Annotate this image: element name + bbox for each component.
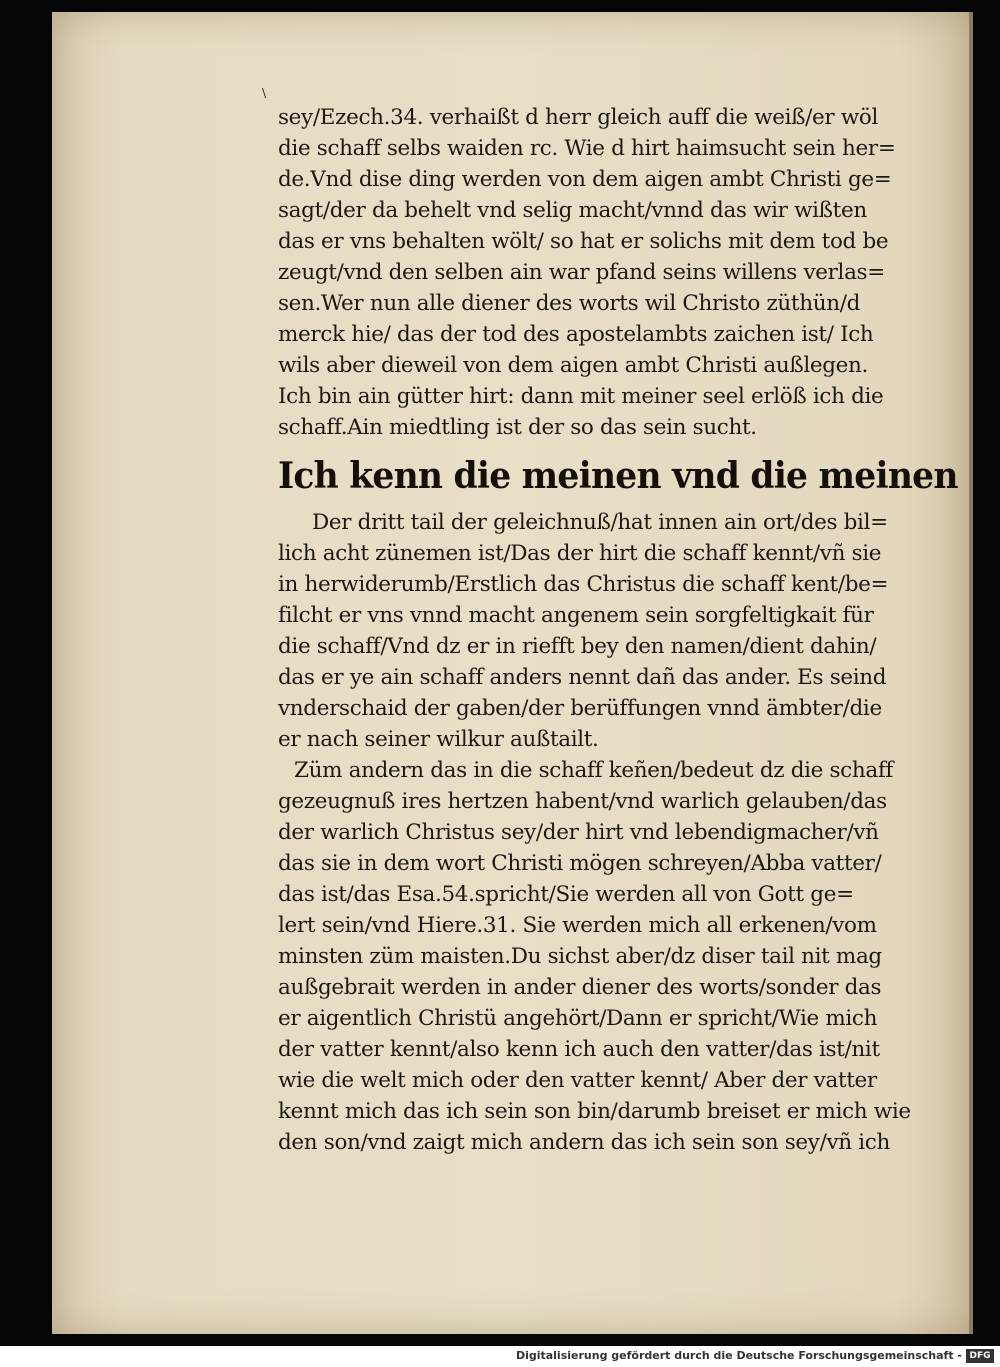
text-line: lich acht zünemen ist/Das der hirt die schaff kennt/vñ sie bbox=[278, 541, 882, 566]
text-line: merck hie/ das der tod des apostelambts zaichen ist/ Ich bbox=[278, 322, 874, 347]
text-line: sagt/der da behelt vnd selig macht/vnnd das wir wißten bbox=[278, 198, 867, 223]
funding-notice: Digitalisierung gefördert durch die Deutsche Forschungsgemeinschaft - bbox=[515, 1349, 962, 1362]
text-line: in herwiderumb/Erstlich das Christus die schaff kent/be= bbox=[278, 572, 889, 597]
text-line: Züm andern das in die schaff keñen/bedeut dz die schaff bbox=[294, 758, 894, 783]
text-line: lert sein/vnd Hiere.31. Sie werden mich all erkenen/vom bbox=[278, 913, 877, 938]
text-line: Der dritt tail der geleichnuß/hat innen ain ort/des bil= bbox=[312, 510, 888, 535]
text-line: kennt mich das ich sein son bin/darumb breiset er mich wie bbox=[278, 1099, 911, 1124]
page-edge bbox=[969, 12, 973, 1334]
text-line: der warlich Christus sey/der hirt vnd lebendigmacher/vñ bbox=[278, 820, 879, 845]
text-line: wils aber dieweil von dem aigen ambt Christi außlegen. bbox=[278, 353, 869, 378]
text-line: außgebrait werden in ander diener des worts/sonder das bbox=[278, 975, 882, 1000]
text-line: die schaff selbs waiden rc. Wie d hirt haimsucht sein her= bbox=[278, 136, 896, 161]
digitization-footer bbox=[0, 1346, 1000, 1367]
text-line: das sie in dem wort Christi mögen schreyen/Abba vatter/ bbox=[278, 851, 882, 876]
text-line: das er vns behalten wölt/ so hat er solichs mit dem tod be bbox=[278, 229, 889, 254]
text-line: minsten züm maisten.Du sichst aber/dz diser tail nit mag bbox=[278, 944, 882, 969]
text-line: das ist/das Esa.54.spricht/Sie werden all von Gott ge= bbox=[278, 882, 854, 907]
page-text bbox=[278, 102, 958, 1158]
text-line: schaff.Ain miedtling ist der so das sein sucht. bbox=[278, 415, 757, 440]
text-line: die schaff/Vnd dz er in riefft bey den namen/dient dahin/ bbox=[278, 634, 877, 659]
dfg-logo: DFG bbox=[966, 1349, 994, 1363]
text-line: vnderschaid der gaben/der berüffungen vnnd ämbter/die bbox=[278, 696, 882, 721]
text-line: sen.Wer nun alle diener des worts wil Christo züthün/d bbox=[278, 291, 861, 316]
section-heading: Ich kenn die meinen vnd die meinen bbox=[278, 455, 958, 497]
ink-mark-icon: \ bbox=[262, 86, 267, 100]
text-line: Ich bin ain gütter hirt: dann mit meiner seel erlöß ich die bbox=[278, 384, 884, 409]
text-line: er aigentlich Christü angehört/Dann er spricht/Wie mich bbox=[278, 1006, 878, 1031]
text-line: den son/vnd zaigt mich andern das ich sein son sey/vñ ich bbox=[278, 1130, 890, 1155]
text-line: das er ye ain schaff anders nennt dañ das ander. Es seind bbox=[278, 665, 887, 690]
text-line: er nach seiner wilkur außtailt. bbox=[278, 727, 599, 752]
text-line: de.Vnd dise ding werden von dem aigen ambt Christi ge= bbox=[278, 167, 892, 192]
text-line: wie die welt mich oder den vatter kennt/ Aber der vatter bbox=[278, 1068, 877, 1093]
text-line: zeugt/vnd den selben ain war pfand seins willens verlas= bbox=[278, 260, 885, 285]
text-line: der vatter kennt/also kenn ich auch den vatter/das ist/nit bbox=[278, 1037, 880, 1062]
text-line: gezeugnuß ires hertzen habent/vnd warlich gelauben/das bbox=[278, 789, 887, 814]
text-line: sey/Ezech.34. verhaißt d herr gleich auff die weiß/er wöl bbox=[278, 105, 879, 130]
text-line: filcht er vns vnnd macht angenem sein sorgfeltigkait für bbox=[278, 603, 874, 628]
